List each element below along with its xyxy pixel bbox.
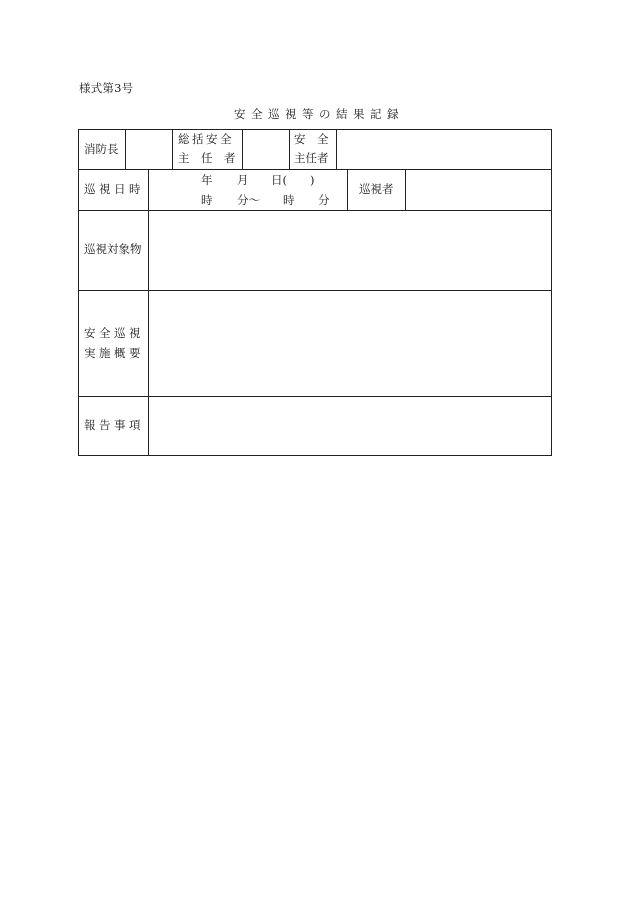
cell-divider — [172, 129, 173, 169]
table-border-right — [551, 129, 552, 456]
safety-manager-label: 安 全 — [294, 132, 329, 146]
inspection-datetime-field[interactable] — [149, 170, 347, 210]
date-day-unit: 日( ) — [271, 173, 315, 187]
report-items-field[interactable] — [149, 397, 551, 455]
safety-inspection-summary-label: 実施概要 — [84, 346, 144, 360]
date-year-unit: 年 — [201, 173, 213, 187]
inspection-target-label: 巡視対象物 — [84, 242, 142, 256]
inspector-label: 巡視者 — [359, 182, 394, 196]
cell-divider — [347, 169, 348, 210]
inspection-target-field[interactable] — [149, 211, 551, 290]
table-border-left — [78, 129, 79, 456]
general-safety-manager-seal-field[interactable] — [243, 130, 289, 169]
date-month-unit: 月 — [237, 173, 249, 187]
safety-manager-seal-field[interactable] — [337, 130, 551, 169]
fire-chief-label: 消防長 — [84, 142, 119, 156]
report-items-label: 報告事項 — [84, 418, 144, 432]
fire-chief-seal-field[interactable] — [126, 130, 172, 169]
table-border-bottom — [78, 455, 552, 456]
general-safety-manager-label: 主 任 者 — [178, 151, 236, 165]
safety-inspection-summary-label: 安全巡視 — [84, 326, 144, 340]
cell-divider — [289, 129, 290, 169]
time-end-hour-unit: 時 — [283, 193, 295, 207]
time-start-minute-unit: 分〜 — [237, 193, 260, 207]
time-end-minute-unit: 分 — [318, 193, 330, 207]
inspection-record-table — [78, 129, 552, 456]
form-number: 様式第3号 — [79, 81, 134, 95]
inspection-datetime-label: 巡視日時 — [84, 182, 144, 196]
safety-manager-label: 主任者 — [294, 151, 329, 165]
time-start-hour-unit: 時 — [201, 193, 213, 207]
general-safety-manager-label: 総括安全 — [178, 132, 234, 146]
inspector-field[interactable] — [406, 170, 551, 210]
form-title: 安全巡視等の結果記録 — [234, 107, 404, 121]
safety-inspection-summary-field[interactable] — [149, 291, 551, 396]
